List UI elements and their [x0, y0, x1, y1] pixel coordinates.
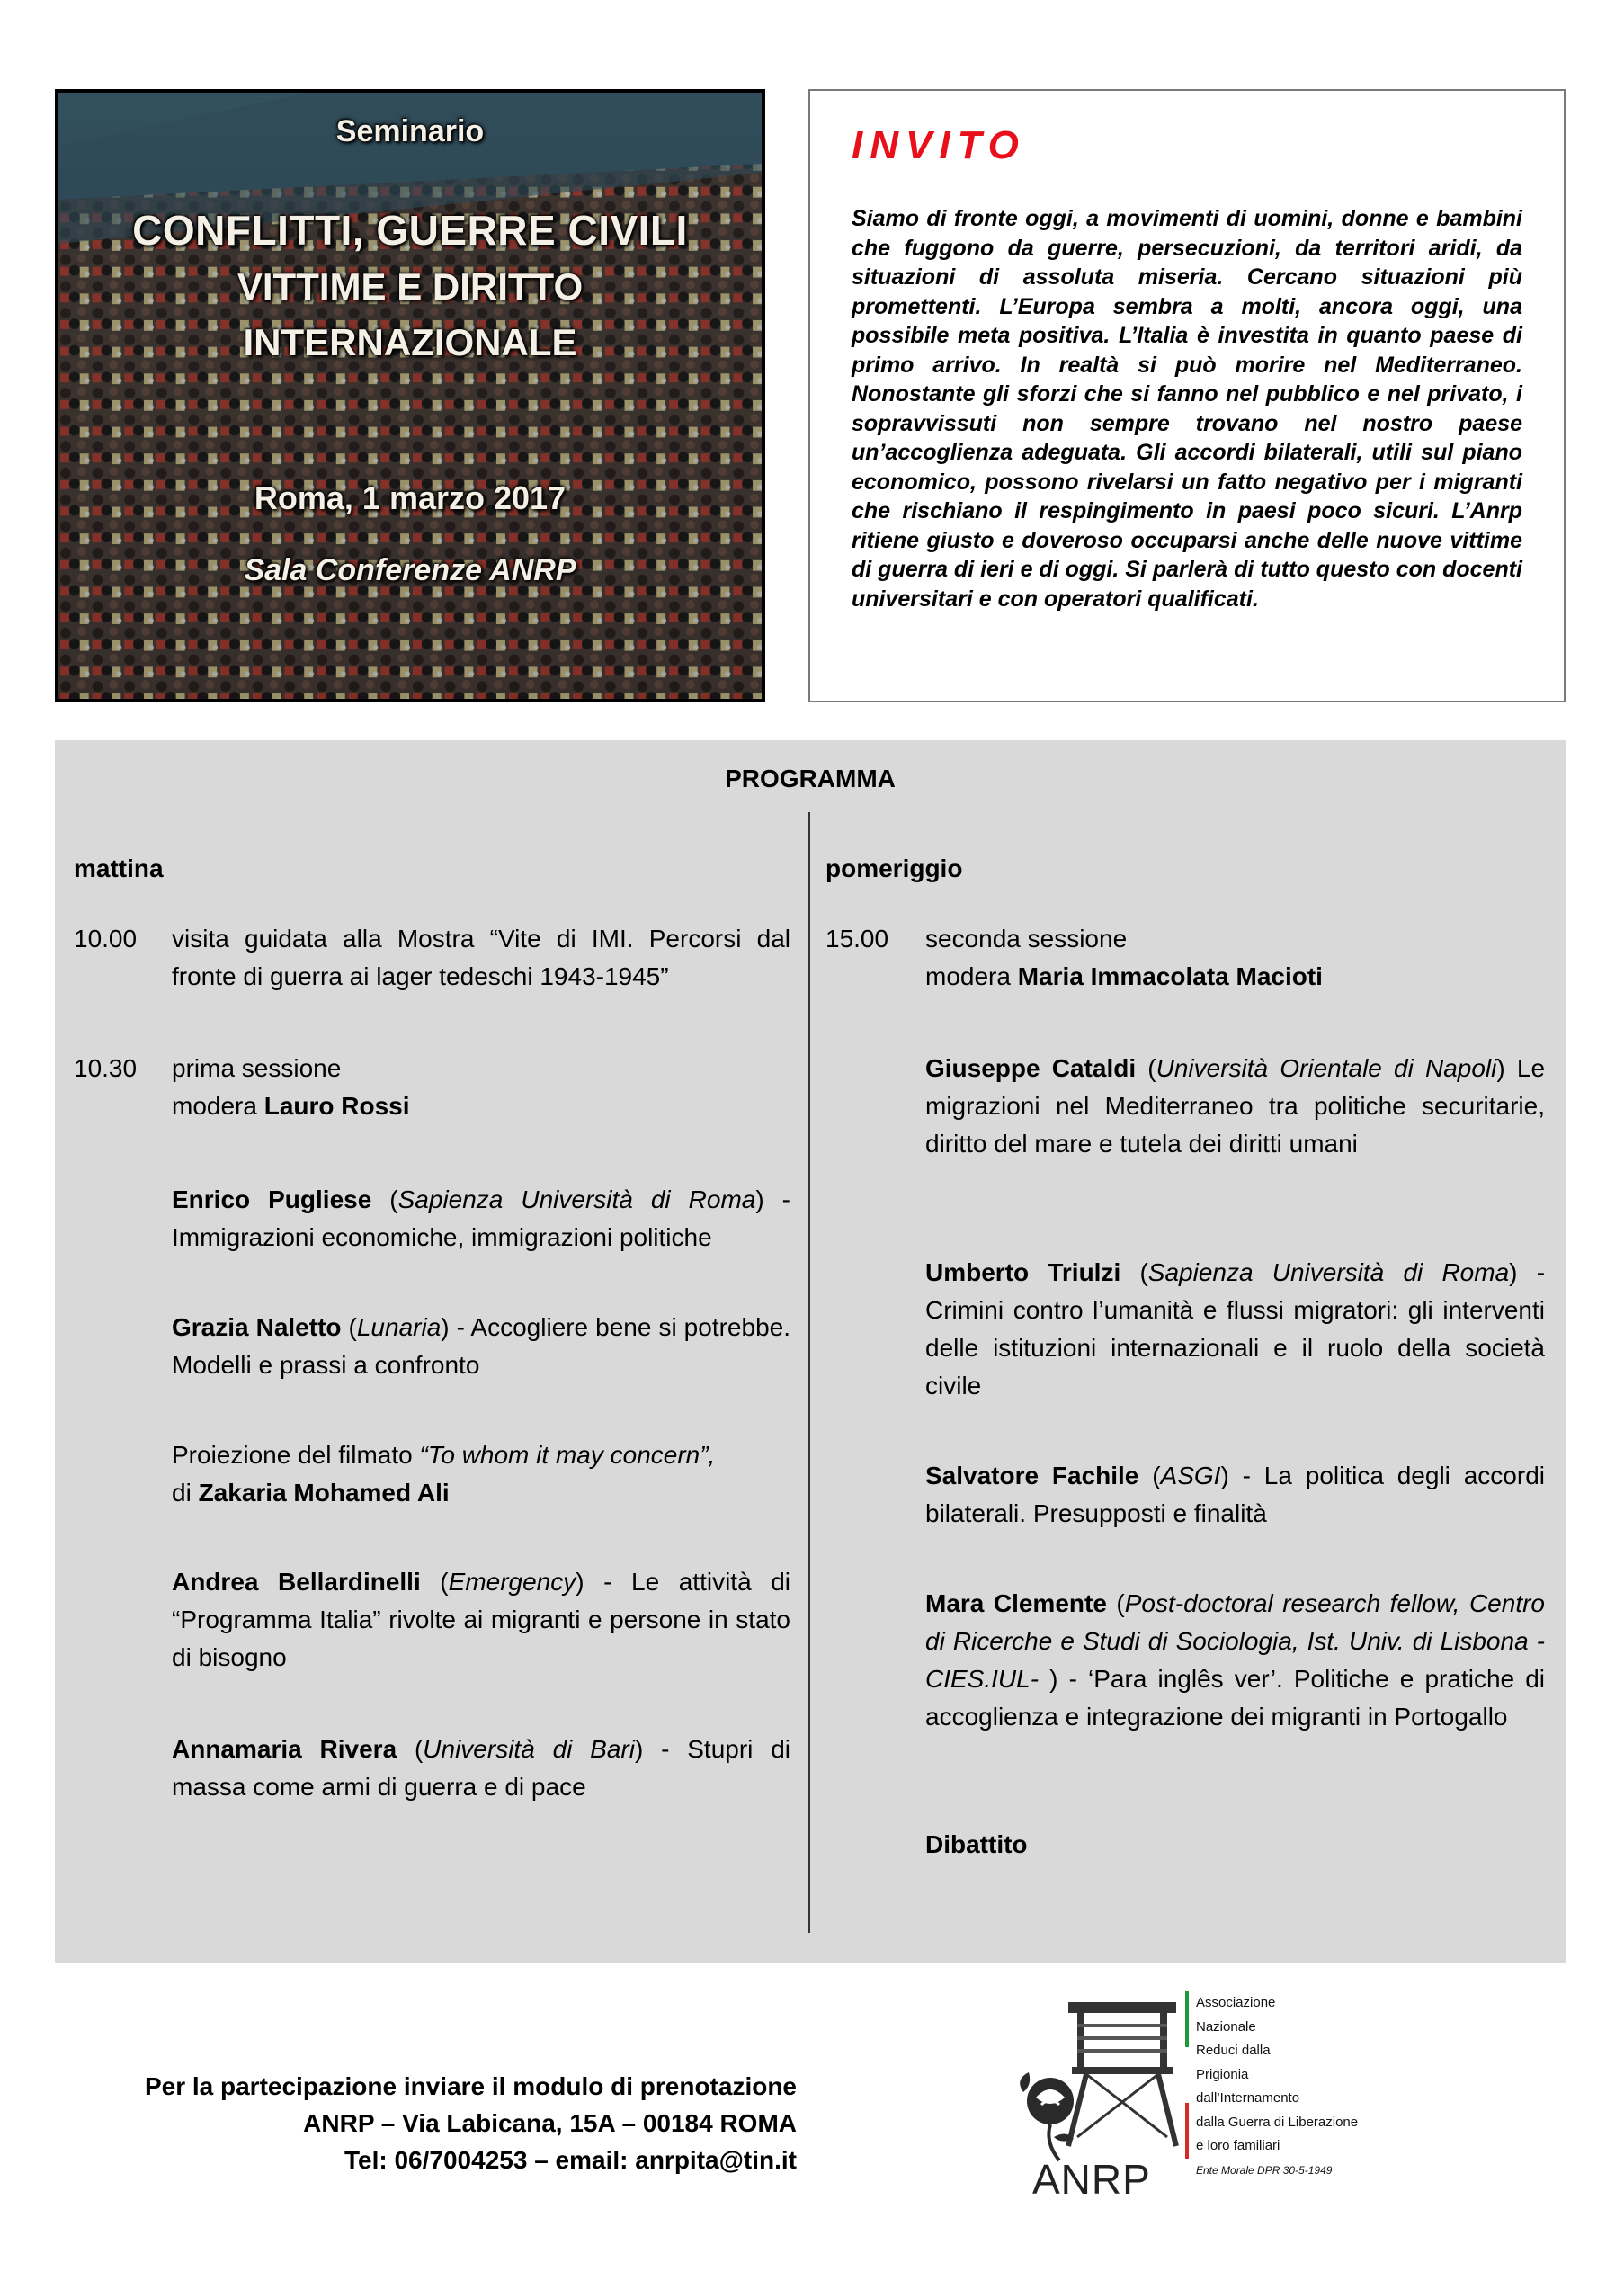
film-screening	[172, 1436, 790, 1512]
talk-clemente: Mara Clemente (Post-doctoral research fellow, Centro di Ricerche e Studi di Sociologia, Ist. Univ. di Lisbona -CIES.IUL- ) - ‘Para inglês ver’. Politiche e pratiche di accoglienza e integrazione dei migranti in Portogallo	[925, 1589, 1546, 1731]
talk-title: Le migrazioni nel Mediterraneo tra politiche securitarie, diritto del mare e tutela dei diritti umani	[925, 1054, 1546, 1158]
screening-label: Proiezione del filmato	[172, 1441, 413, 1469]
moderator-name: Lauro Rossi	[263, 1092, 410, 1120]
speaker-affiliation: Sapienza Università di Roma	[397, 1185, 756, 1213]
talk-naletto: Grazia Naletto (Lunaria) - Accogliere bene si potrebbe. Modelli e prassi a confronto	[172, 1313, 790, 1379]
moderator-label: modera	[172, 1092, 257, 1120]
assoc-line: e loro familiari	[1196, 2138, 1280, 2153]
speaker-name: Salvatore Fachile	[925, 1462, 1139, 1489]
registration-line: Per la partecipazione inviare il modulo di prenotazione	[144, 2072, 797, 2100]
seminar-title-line2: VITTIME E DIRITTO	[236, 265, 584, 308]
speaker-name: Enrico Pugliese	[172, 1185, 372, 1213]
talk-title: - Immigrazioni economiche, immigrazioni politiche	[172, 1185, 790, 1251]
first-session	[172, 1050, 790, 1125]
morning-label: mattina	[74, 854, 164, 882]
speaker-name: Andrea Bellardinelli	[172, 1568, 421, 1596]
second-session-label: seconda sessione	[925, 925, 1128, 953]
assoc-line: Reduci dalla	[1196, 2043, 1271, 2058]
assoc-line: dalla Guerra di Liberazione	[1196, 2114, 1359, 2130]
speaker-affiliation: Lunaria	[356, 1313, 442, 1341]
registration-info	[54, 2068, 797, 2178]
talk-pugliese: Enrico Pugliese (Sapienza Università di Roma) - Immigrazioni economiche, immigrazioni politiche	[172, 1185, 790, 1251]
talk-cataldi: Giuseppe Cataldi (Università Orientale di Napoli) Le migrazioni nel Mediterraneo tra politiche securitarie, diritto del mare e tutela dei diritti umani	[925, 1054, 1546, 1158]
first-session-label: prima sessione	[172, 1054, 342, 1082]
time-1030: 10.30	[74, 1054, 138, 1082]
speaker-name: Grazia Naletto	[172, 1313, 342, 1341]
speaker-affiliation: Sapienza Università di Roma	[1147, 1258, 1510, 1286]
speaker-name: Annamaria Rivera	[172, 1735, 397, 1763]
second-session	[925, 920, 1545, 996]
moderator-name: Maria Immacolata Macioti	[1017, 962, 1323, 990]
talk-rivera: Annamaria Rivera (Università di Bari) - Stupri di massa come armi di guerra e di pace	[172, 1735, 790, 1801]
talk-fachile: Salvatore Fachile (ASGI) - La politica degli accordi bilaterali. Presupposti e finalità	[925, 1462, 1545, 1527]
guided-visit: visita guidata alla Mostra “Vite di IMI. Percorsi dal fronte di guerra ai lager tedeschi 1943-1945”	[172, 925, 790, 990]
speaker-name: Mara Clemente	[925, 1589, 1107, 1617]
association-name	[1196, 1991, 1358, 2182]
talk-bellardinelli: Andrea Bellardinelli (Emergency) - Le attività di “Programma Italia” rivolte ai migranti e persone in stato di bisogno	[172, 1568, 791, 1671]
speaker-affiliation: ASGI	[1160, 1462, 1221, 1489]
invitation-title: INVITO	[852, 123, 1026, 167]
time-1500: 15.00	[825, 925, 889, 953]
crowd-boat-photo	[58, 93, 762, 699]
invitation-text: Siamo di fronte oggi, a movimenti di uomini, donne e bambini che fuggono da guerre, persecuzioni, da territori aridi, da situazioni di assoluta miseria. Cercano situazioni più promettenti. L’Europa sembra a molti, ancora oggi, una possibile meta positiva. L’Italia è investita in quanto paese di primo arrivo. In realtà si può morire nel Mediterraneo. Nonostante gli sforzi che si fanno nel pubblico e nel privato, i sopravvissuti non sempre trovano nel nostro paese un’accoglienza adeguata. Gli accordi bilaterali, utili sul piano economico, possono rivelarsi un fatto negativo per i migranti che rischiano il respingimento in paesi poco sicuri. L’Anrp ritiene giusto e doveroso occuparsi anche delle nuove vittime di guerra di ieri e di oggi. Si parlerà di tutto questo con docenti universitari e con operatori qualificati.	[852, 206, 1522, 612]
moderator-label: modera	[925, 962, 1011, 990]
speaker-affiliation: Post-doctoral research fellow, Centro di Ricerche e Studi di Sociologia, Ist. Univ. di Lisbona -CIES.IUL-	[925, 1589, 1545, 1693]
speaker-affiliation: Università Orientale di Napoli	[1156, 1054, 1497, 1082]
seminar-date: Roma, 1 marzo 2017	[254, 479, 567, 516]
assoc-note: Ente Morale DPR 30-5-1949	[1196, 2163, 1333, 2177]
speaker-affiliation: Emergency	[448, 1568, 576, 1596]
anrp-logo-text: ANRP	[1032, 2156, 1151, 2203]
assoc-line: Prigionia	[1196, 2066, 1249, 2082]
assoc-line: dall’Internamento	[1196, 2090, 1300, 2106]
seminar-venue: Sala Conferenze ANRP	[244, 553, 576, 587]
assoc-line: Associazione	[1196, 1995, 1276, 2010]
column-divider	[808, 812, 810, 1933]
talk-title: - La politica degli accordi bilaterali. Presupposti e finalità	[925, 1462, 1545, 1527]
program-panel	[55, 740, 1566, 1963]
talk-title: - Accogliere bene si potrebbe. Modelli e prassi a confronto	[172, 1313, 790, 1379]
talk-title: ) - ‘Para inglês ver’. Politiche e pratiche di accoglienza e integrazione dei migranti in Portogallo	[925, 1665, 1546, 1731]
film-author: Zakaria Mohamed Ali	[198, 1479, 450, 1507]
seminar-label: Seminario	[335, 114, 485, 148]
film-title: “To whom it may concern”,	[419, 1441, 716, 1469]
debate: Dibattito	[925, 1830, 1028, 1858]
talk-title: - Crimini contro l’umanità e flussi migratori: gli interventi delle istituzioni internazionali e il ruolo della società civile	[925, 1258, 1546, 1400]
speaker-name: Umberto Triulzi	[925, 1258, 1121, 1286]
seminar-title-line3: INTERNAZIONALE	[243, 321, 577, 363]
italian-flag-bar-icon	[1185, 1991, 1189, 2159]
talk-title: - Stupri di massa come armi di guerra e di pace	[172, 1735, 790, 1801]
film-by: di	[172, 1479, 192, 1507]
program-title: PROGRAMMA	[725, 765, 896, 792]
seminar-title-line1: CONFLITTI, GUERRE CIVILI	[132, 207, 688, 254]
afternoon-label: pomeriggio	[825, 854, 963, 882]
address-line: ANRP – Via Labicana, 15A – 00184 ROMA	[303, 2109, 797, 2137]
assoc-line: Nazionale	[1196, 2018, 1256, 2035]
contact-line: Tel: 06/7004253 – email: anrpita@tin.it	[344, 2146, 797, 2174]
time-1000: 10.00	[74, 925, 138, 953]
talk-triulzi: Umberto Triulzi (Sapienza Università di Roma) - Crimini contro l’umanità e flussi migratori: gli interventi delle istituzioni internazionali e il ruolo della società civile	[925, 1258, 1546, 1400]
speaker-name: Giuseppe Cataldi	[925, 1054, 1137, 1082]
invitation-box	[808, 89, 1566, 702]
talk-title: - Le attività di “Programma Italia” rivolte ai migranti e persone in stato di bisogno	[172, 1568, 791, 1671]
seminar-banner	[55, 89, 765, 702]
speaker-affiliation: Università di Bari	[423, 1735, 635, 1763]
